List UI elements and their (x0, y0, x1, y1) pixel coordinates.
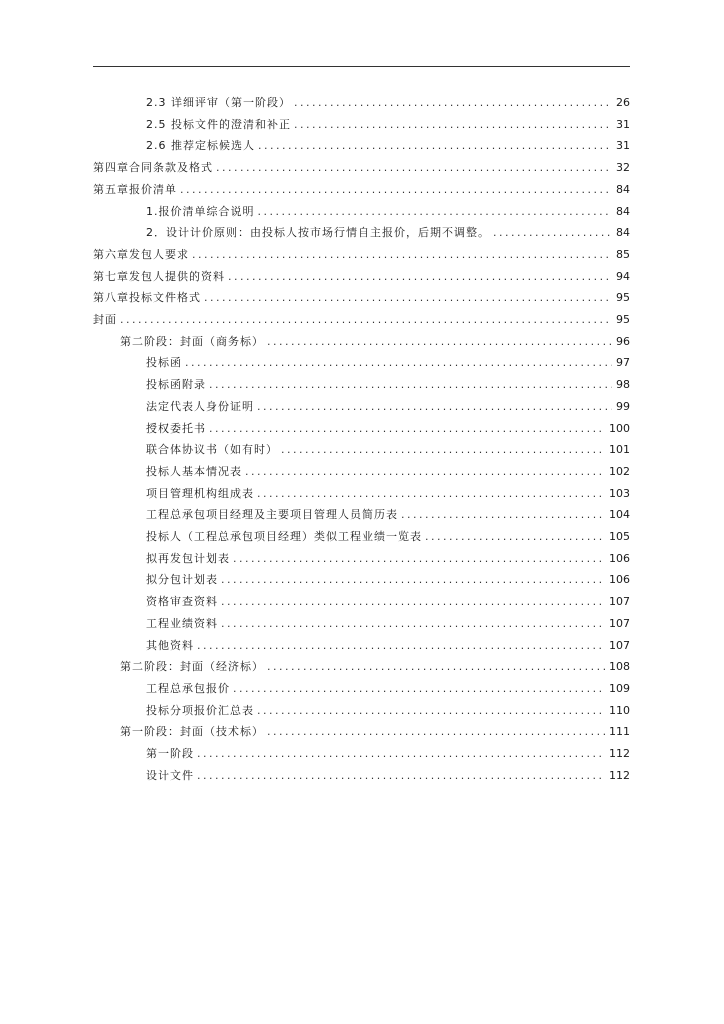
toc-entry-page-number: 100 (609, 421, 630, 435)
toc-entry[interactable] (146, 485, 630, 505)
toc-entry[interactable] (146, 398, 630, 418)
toc-entry-label: 2．设计计价原则：由投标人按市场行情自主报价，后期不调整。 (146, 226, 490, 240)
toc-entry-page-number: 105 (609, 530, 630, 543)
toc-leader-dots (245, 465, 605, 478)
toc-entry[interactable] (146, 702, 630, 722)
toc-entry-page-number: 99 (616, 399, 630, 413)
toc-entry-page-number: 106 (609, 573, 630, 587)
toc-entry-label: 法定代表人身份证明 (146, 399, 254, 413)
toc-entry-label: 第一阶段 (146, 747, 194, 760)
toc-entry-label: 第七章发包人提供的资料 (93, 269, 225, 283)
toc-leader-dots (197, 769, 605, 782)
toc-entry-page-number: 95 (616, 291, 630, 305)
toc-leader-dots (221, 573, 605, 586)
toc-entry[interactable] (93, 311, 630, 331)
toc-entry-page-number: 31 (616, 117, 630, 131)
toc-entry[interactable] (120, 658, 630, 678)
toc-leader-dots (233, 682, 605, 695)
toc-entry[interactable] (120, 333, 630, 353)
toc-entry-label: 第一阶段：封面（技术标） (120, 725, 264, 739)
toc-entry[interactable] (146, 506, 630, 526)
toc-entry[interactable] (146, 615, 630, 635)
toc-leader-dots (228, 270, 612, 283)
toc-entry[interactable] (146, 767, 630, 787)
toc-leader-dots (493, 226, 612, 239)
toc-entry-label: 第二阶段：封面（商务标） (120, 334, 264, 348)
toc-entry-label: 工程业绩资料 (146, 616, 218, 630)
toc-entry-label: 第二阶段：封面（经济标） (120, 660, 264, 674)
toc-entry-page-number: 109 (609, 681, 630, 695)
toc-entry-label: 2.6 推荐定标候选人 (146, 139, 255, 153)
toc-leader-dots (233, 552, 605, 565)
toc-entry[interactable] (93, 181, 630, 201)
toc-entry-label: 联合体协议书（如有时） (146, 443, 278, 457)
toc-entry-page-number: 107 (609, 595, 630, 609)
toc-entry-label: 工程总承包项目经理及主要项目管理人员简历表 (146, 508, 398, 522)
toc-entry[interactable] (146, 593, 630, 613)
toc-entry-label: 投标人（工程总承包项目经理）类似工程业绩一览表 (146, 530, 422, 543)
toc-entry-label: 设计文件 (146, 768, 194, 782)
toc-leader-dots (180, 183, 612, 196)
toc-leader-dots (425, 530, 605, 543)
toc-entry[interactable] (146, 550, 630, 570)
toc-leader-dots (267, 725, 605, 738)
toc-entry-label: 其他资料 (146, 638, 194, 652)
toc-leader-dots (216, 161, 612, 174)
toc-leader-dots (221, 617, 605, 630)
toc-entry[interactable] (146, 116, 630, 136)
toc-entry-page-number: 84 (616, 182, 630, 196)
toc-entry-page-number: 103 (609, 486, 630, 500)
toc-entry-page-number: 111 (609, 725, 630, 739)
toc-entry-page-number: 95 (616, 313, 630, 326)
toc-entry-page-number: 112 (609, 747, 630, 760)
toc-entry-page-number: 96 (616, 334, 630, 348)
toc-entry[interactable] (93, 289, 630, 309)
toc-entry[interactable] (146, 203, 630, 223)
toc-entry-label: 拟再发包计划表 (146, 551, 230, 565)
toc-leader-dots (257, 400, 612, 413)
toc-entry[interactable] (146, 528, 630, 548)
toc-entry[interactable] (146, 463, 630, 483)
toc-entry[interactable] (146, 354, 630, 374)
toc-entry-page-number: 97 (616, 356, 630, 370)
toc-entry-page-number: 102 (609, 464, 630, 478)
toc-leader-dots (258, 139, 612, 152)
toc-leader-dots (221, 595, 605, 608)
toc-entry-label: 1.报价清单综合说明 (146, 204, 255, 218)
toc-entry-label: 投标函 (146, 356, 182, 370)
toc-entry[interactable] (120, 723, 630, 743)
toc-entry-page-number: 106 (609, 551, 630, 565)
toc-leader-dots (401, 508, 605, 521)
toc-leader-dots (197, 639, 605, 652)
toc-entry[interactable] (146, 224, 630, 244)
toc-entry-page-number: 84 (616, 226, 630, 240)
toc-entry-label: 投标人基本情况表 (146, 464, 242, 478)
toc-leader-dots (258, 205, 613, 218)
toc-entry[interactable] (93, 268, 630, 288)
toc-entry-page-number: 98 (616, 378, 630, 392)
toc-leader-dots (209, 422, 605, 435)
toc-entry[interactable] (146, 94, 630, 114)
toc-leader-dots (267, 660, 605, 673)
toc-entry[interactable] (146, 745, 630, 765)
toc-entry-page-number: 104 (609, 508, 630, 522)
toc-entry[interactable] (146, 680, 630, 700)
toc-leader-dots (257, 704, 605, 717)
toc-leader-dots (185, 356, 612, 369)
toc-entry-page-number: 84 (616, 204, 630, 218)
toc-entry-page-number: 31 (616, 139, 630, 153)
toc-entry-label: 投标函附录 (146, 378, 206, 392)
toc-entry-label: 资格审查资料 (146, 595, 218, 609)
toc-entry-label: 拟分包计划表 (146, 573, 218, 587)
toc-entry-page-number: 32 (616, 161, 630, 175)
toc-leader-dots (197, 747, 605, 760)
toc-entry-page-number: 26 (616, 96, 630, 109)
toc-entry-label: 2.5 投标文件的澄清和补正 (146, 117, 291, 131)
toc-entry-label: 工程总承包报价 (146, 681, 230, 695)
toc-entry-label: 投标分项报价汇总表 (146, 703, 254, 717)
toc-entry-page-number: 110 (609, 703, 630, 717)
toc-entry-label: 封面 (93, 313, 117, 326)
toc-leader-dots (204, 291, 612, 304)
toc-entry-page-number: 107 (609, 616, 630, 630)
toc-leader-dots (192, 248, 612, 261)
toc-leader-dots (294, 118, 612, 131)
toc-entry[interactable] (146, 441, 630, 461)
toc-entry-label: 第四章合同条款及格式 (93, 161, 213, 175)
toc-leader-dots (267, 335, 612, 348)
toc-entry-label: 项目管理机构组成表 (146, 486, 254, 500)
toc-leader-dots (294, 96, 612, 109)
toc-leader-dots (257, 487, 605, 500)
toc-entry-label: 第六章发包人要求 (93, 247, 189, 261)
header-rule (93, 66, 630, 67)
toc-entry[interactable] (146, 420, 630, 440)
toc-entry-page-number: 94 (616, 269, 630, 283)
toc-entry-label: 授权委托书 (146, 421, 206, 435)
toc-entry-page-number: 85 (616, 247, 630, 261)
toc-entry-page-number: 107 (609, 638, 630, 652)
toc-entry[interactable] (146, 571, 630, 591)
toc-leader-dots (120, 313, 612, 326)
toc-entry-label: 第五章报价清单 (93, 182, 177, 196)
toc-entry[interactable] (146, 137, 630, 157)
toc-entry[interactable] (146, 637, 630, 657)
toc-entry-page-number: 112 (609, 768, 630, 782)
toc-entry[interactable] (93, 159, 630, 179)
toc-entry-label: 2.3 详细评审（第一阶段） (146, 96, 291, 109)
toc-entry-page-number: 101 (609, 443, 630, 457)
toc-entry[interactable] (146, 376, 630, 396)
toc-leader-dots (281, 443, 605, 456)
toc-entry[interactable] (93, 246, 630, 266)
toc-leader-dots (209, 378, 612, 391)
toc-entry-label: 第八章投标文件格式 (93, 291, 201, 305)
toc-entry-page-number: 108 (609, 660, 630, 674)
